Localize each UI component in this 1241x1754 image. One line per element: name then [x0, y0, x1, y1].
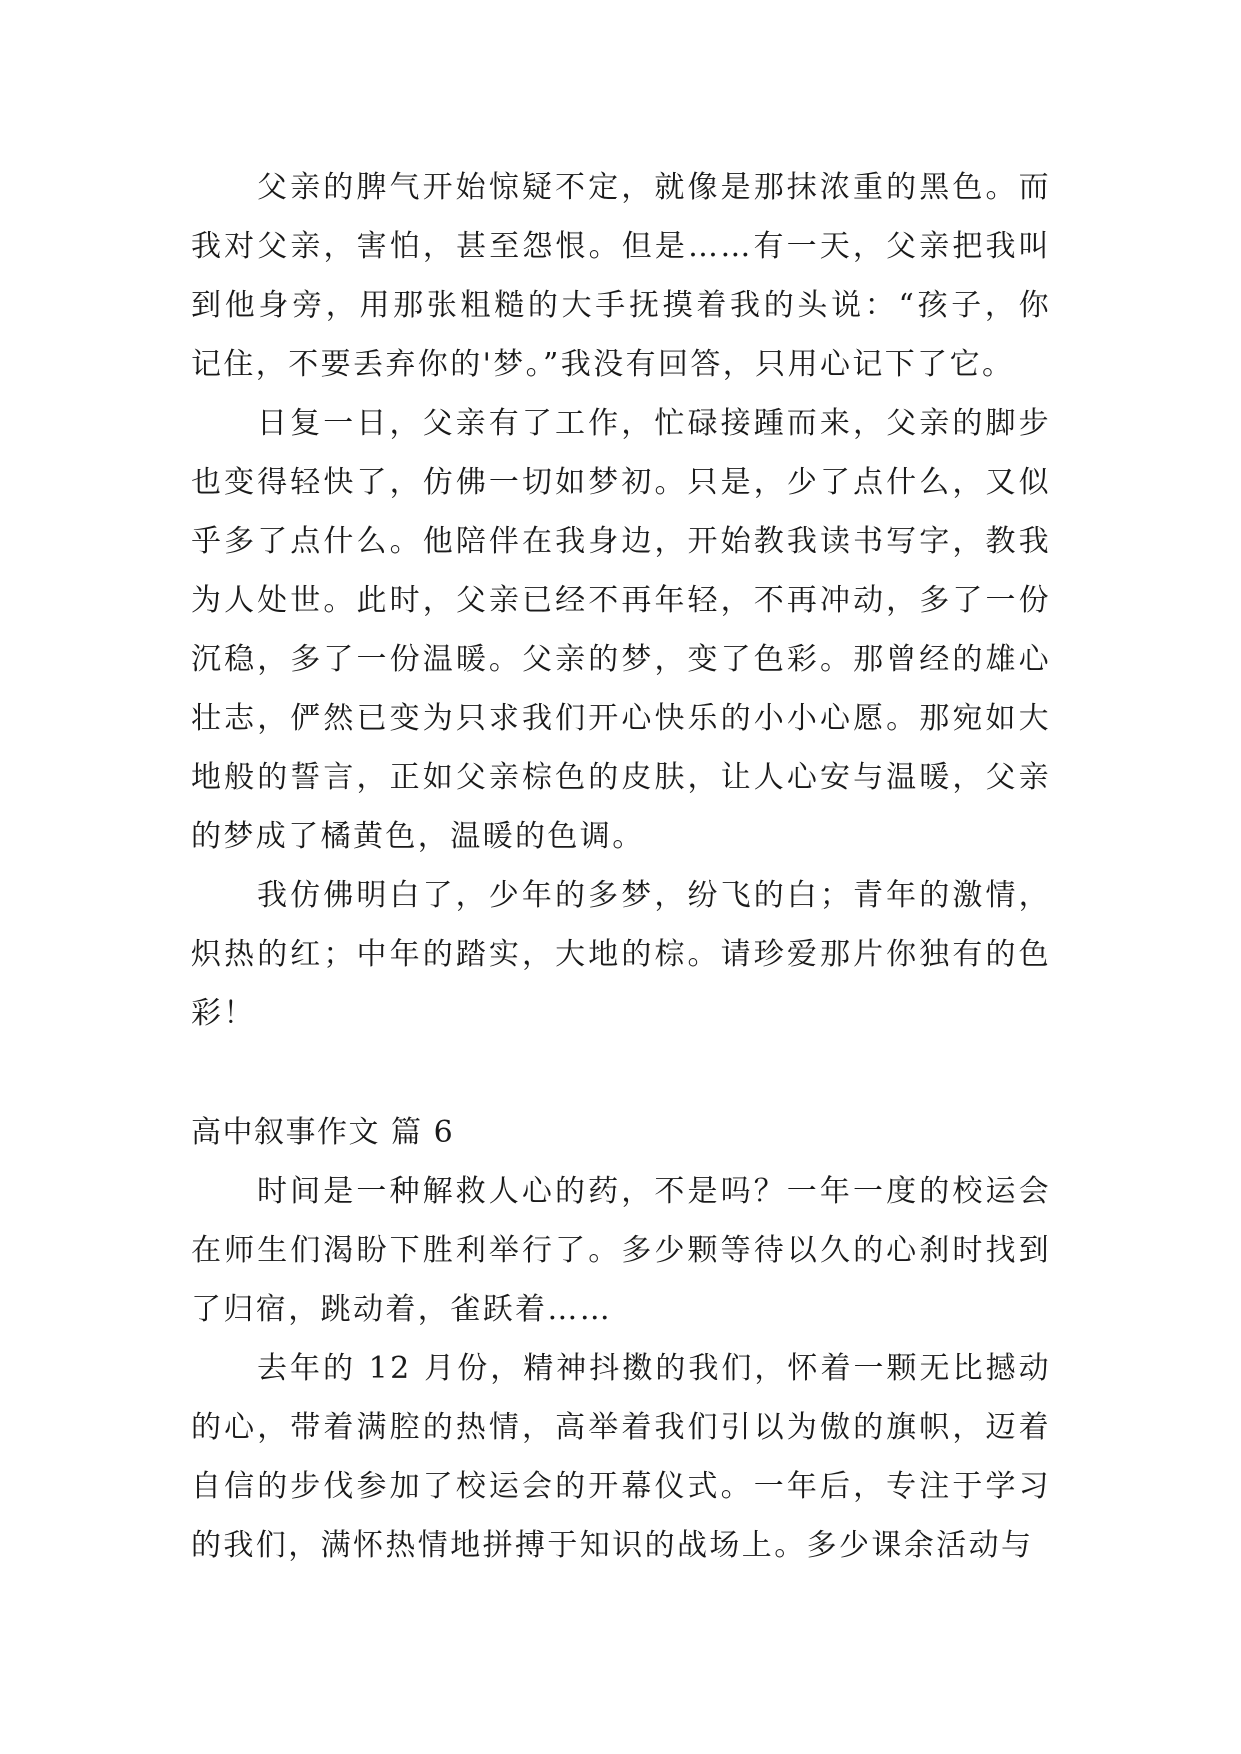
paragraph-last-december: 去年的 12 月份，精神抖擞的我们，怀着一颗无比撼动的心，带着满腔的热情，高举着我们引以为傲的旗帜，迈着自信的步伐参加了校运会的开幕仪式。一年后，专注于学习的我们，满怀热情地拼搏于知识的战场上。多少课余活动与: [191, 1351, 1051, 1563]
document-body: [191, 158, 1051, 1575]
paragraph-colors-of-dreams: 我仿佛明白了，少年的多梦，纷飞的白；青年的激情，炽热的红；中年的踏实，大地的棕。请珍爱那片你独有的色彩！: [191, 878, 1051, 1031]
paragraph-sports-meet-intro: 时间是一种解救人心的药，不是吗？一年一度的校运会在师生们渴盼下胜利举行了。多少颗等待以久的心刹时找到了归宿，跳动着，雀跃着……: [191, 1174, 1051, 1327]
paragraph-father-temper: 父亲的脾气开始惊疑不定，就像是那抹浓重的黑色。而我对父亲，害怕，甚至怨恨。但是……有一天，父亲把我叫到他身旁，用那张粗糙的大手抚摸着我的头说：“孩子，你记住，不要丢弃你的'梦。”我没有回答，只用心记下了它。: [191, 170, 1051, 382]
paragraph-father-work: 日复一日，父亲有了工作，忙碌接踵而来，父亲的脚步也变得轻快了，仿佛一切如梦初。只是，少了点什么，又似乎多了点什么。他陪伴在我身边，开始教我读书写字，教我为人处世。此时，父亲已经不再年轻，不再冲动，多了一份沉稳，多了一份温暖。父亲的梦，变了色彩。那曾经的雄心壮志，俨然已变为只求我们开心快乐的小小心愿。那宛如大地般的誓言，正如父亲棕色的皮肤，让人心安与温暖，父亲的梦成了橘黄色，温暖的色调。: [191, 406, 1051, 854]
section-heading: 高中叙事作文 篇 6: [191, 1115, 455, 1150]
section-spacer: [191, 1043, 1051, 1103]
